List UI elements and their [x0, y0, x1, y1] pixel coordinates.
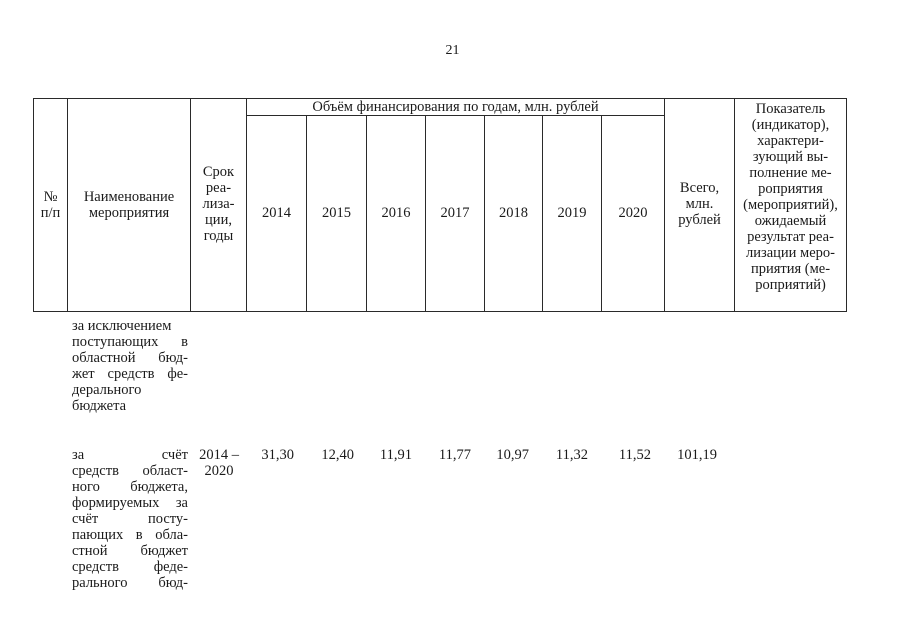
header-indicator — [735, 101, 846, 293]
row-name-line: ного бюджета, — [72, 479, 188, 495]
header-indicator-line: характери- — [757, 133, 824, 149]
row-name-line: дерального — [72, 382, 142, 398]
row-name-line: бюджета — [72, 398, 127, 414]
row-name-line: жет средств фе- — [72, 366, 188, 382]
cell-value-2018: 10,97 — [496, 447, 529, 463]
cell-value-2019: 11,32 — [555, 447, 588, 463]
header-indicator-line: Показатель — [755, 101, 826, 117]
row-term — [191, 447, 247, 479]
row-name-line: пающих в обла- — [72, 527, 188, 543]
cell-value-2020: 11,52 — [618, 447, 651, 463]
header-indicator-line: результат реа- — [747, 229, 834, 245]
row-name-line: стной бюджет — [72, 543, 188, 559]
header-name — [68, 189, 190, 221]
header-term — [191, 164, 246, 244]
header-indicator-line: роприятий) — [755, 277, 826, 293]
header-year-2019: 2019 — [557, 205, 587, 221]
page-number: 21 — [445, 43, 460, 58]
cell-value-2015: 12,40 — [321, 447, 354, 463]
cell-value-2014: 31,30 — [261, 447, 294, 463]
header-term-line: Срок — [202, 164, 235, 180]
header-bottom-border — [33, 311, 847, 312]
row-name-line: формируемых за — [72, 495, 188, 511]
cell-value-2017: 11,77 — [438, 447, 471, 463]
header-total-line: Всего, — [679, 180, 720, 196]
header-year-2020: 2020 — [618, 205, 648, 221]
col-border — [846, 98, 847, 312]
header-year-2015: 2015 — [322, 205, 351, 221]
row-name-line: средств област- — [72, 463, 188, 479]
cell-value-total: 101,19 — [677, 447, 717, 463]
cell-value-2016: 11,91 — [379, 447, 412, 463]
header-indicator-line: (индикатор), — [751, 117, 830, 133]
header-total-line: млн. — [685, 196, 714, 212]
header-year-2018: 2018 — [499, 205, 528, 221]
header-num-line: № — [43, 189, 58, 205]
row-name-line: поступающих в — [72, 334, 188, 350]
header-indicator-line: лизации меро- — [745, 245, 835, 261]
row-term-line: 2020 — [204, 463, 234, 479]
row-name-line: за исключением — [72, 318, 172, 334]
header-indicator-line: роприятия — [758, 181, 823, 197]
header-term-line: ции, — [205, 212, 232, 228]
header-name-line: мероприятия — [88, 205, 170, 221]
header-total — [665, 180, 734, 228]
header-indicator-line: зующий вы- — [752, 149, 829, 165]
header-indicator-line: (мероприятий), — [743, 197, 838, 213]
header-year-2016: 2016 — [381, 205, 411, 221]
table-row — [72, 318, 188, 414]
row-term-line: 2014 – — [199, 447, 239, 463]
row-name-line: счёт посту- — [72, 511, 188, 527]
header-num — [34, 189, 67, 221]
header-term-line: лиза- — [202, 196, 235, 212]
row-name-line: рального бюд- — [72, 575, 188, 591]
header-total-line: рублей — [678, 212, 721, 228]
row-name-line: средств феде- — [72, 559, 188, 575]
header-indicator-line: ожидаемый — [754, 213, 827, 229]
row-name-line: за счёт — [72, 447, 188, 463]
row-name — [72, 447, 188, 591]
header-year-2014: 2014 — [262, 205, 291, 221]
header-indicator-line: приятия (ме- — [750, 261, 831, 277]
row-name-line: областной бюд- — [72, 350, 188, 366]
header-num-line: п/п — [40, 205, 61, 221]
header-name-line: Наименование — [83, 189, 175, 205]
header-indicator-line: полнение ме- — [749, 165, 832, 181]
header-year-2017: 2017 — [440, 205, 470, 221]
header-term-line: годы — [203, 228, 234, 244]
header-financing: Объём финансирования по годам, млн. рублей — [312, 99, 599, 115]
header-term-line: реа- — [205, 180, 232, 196]
